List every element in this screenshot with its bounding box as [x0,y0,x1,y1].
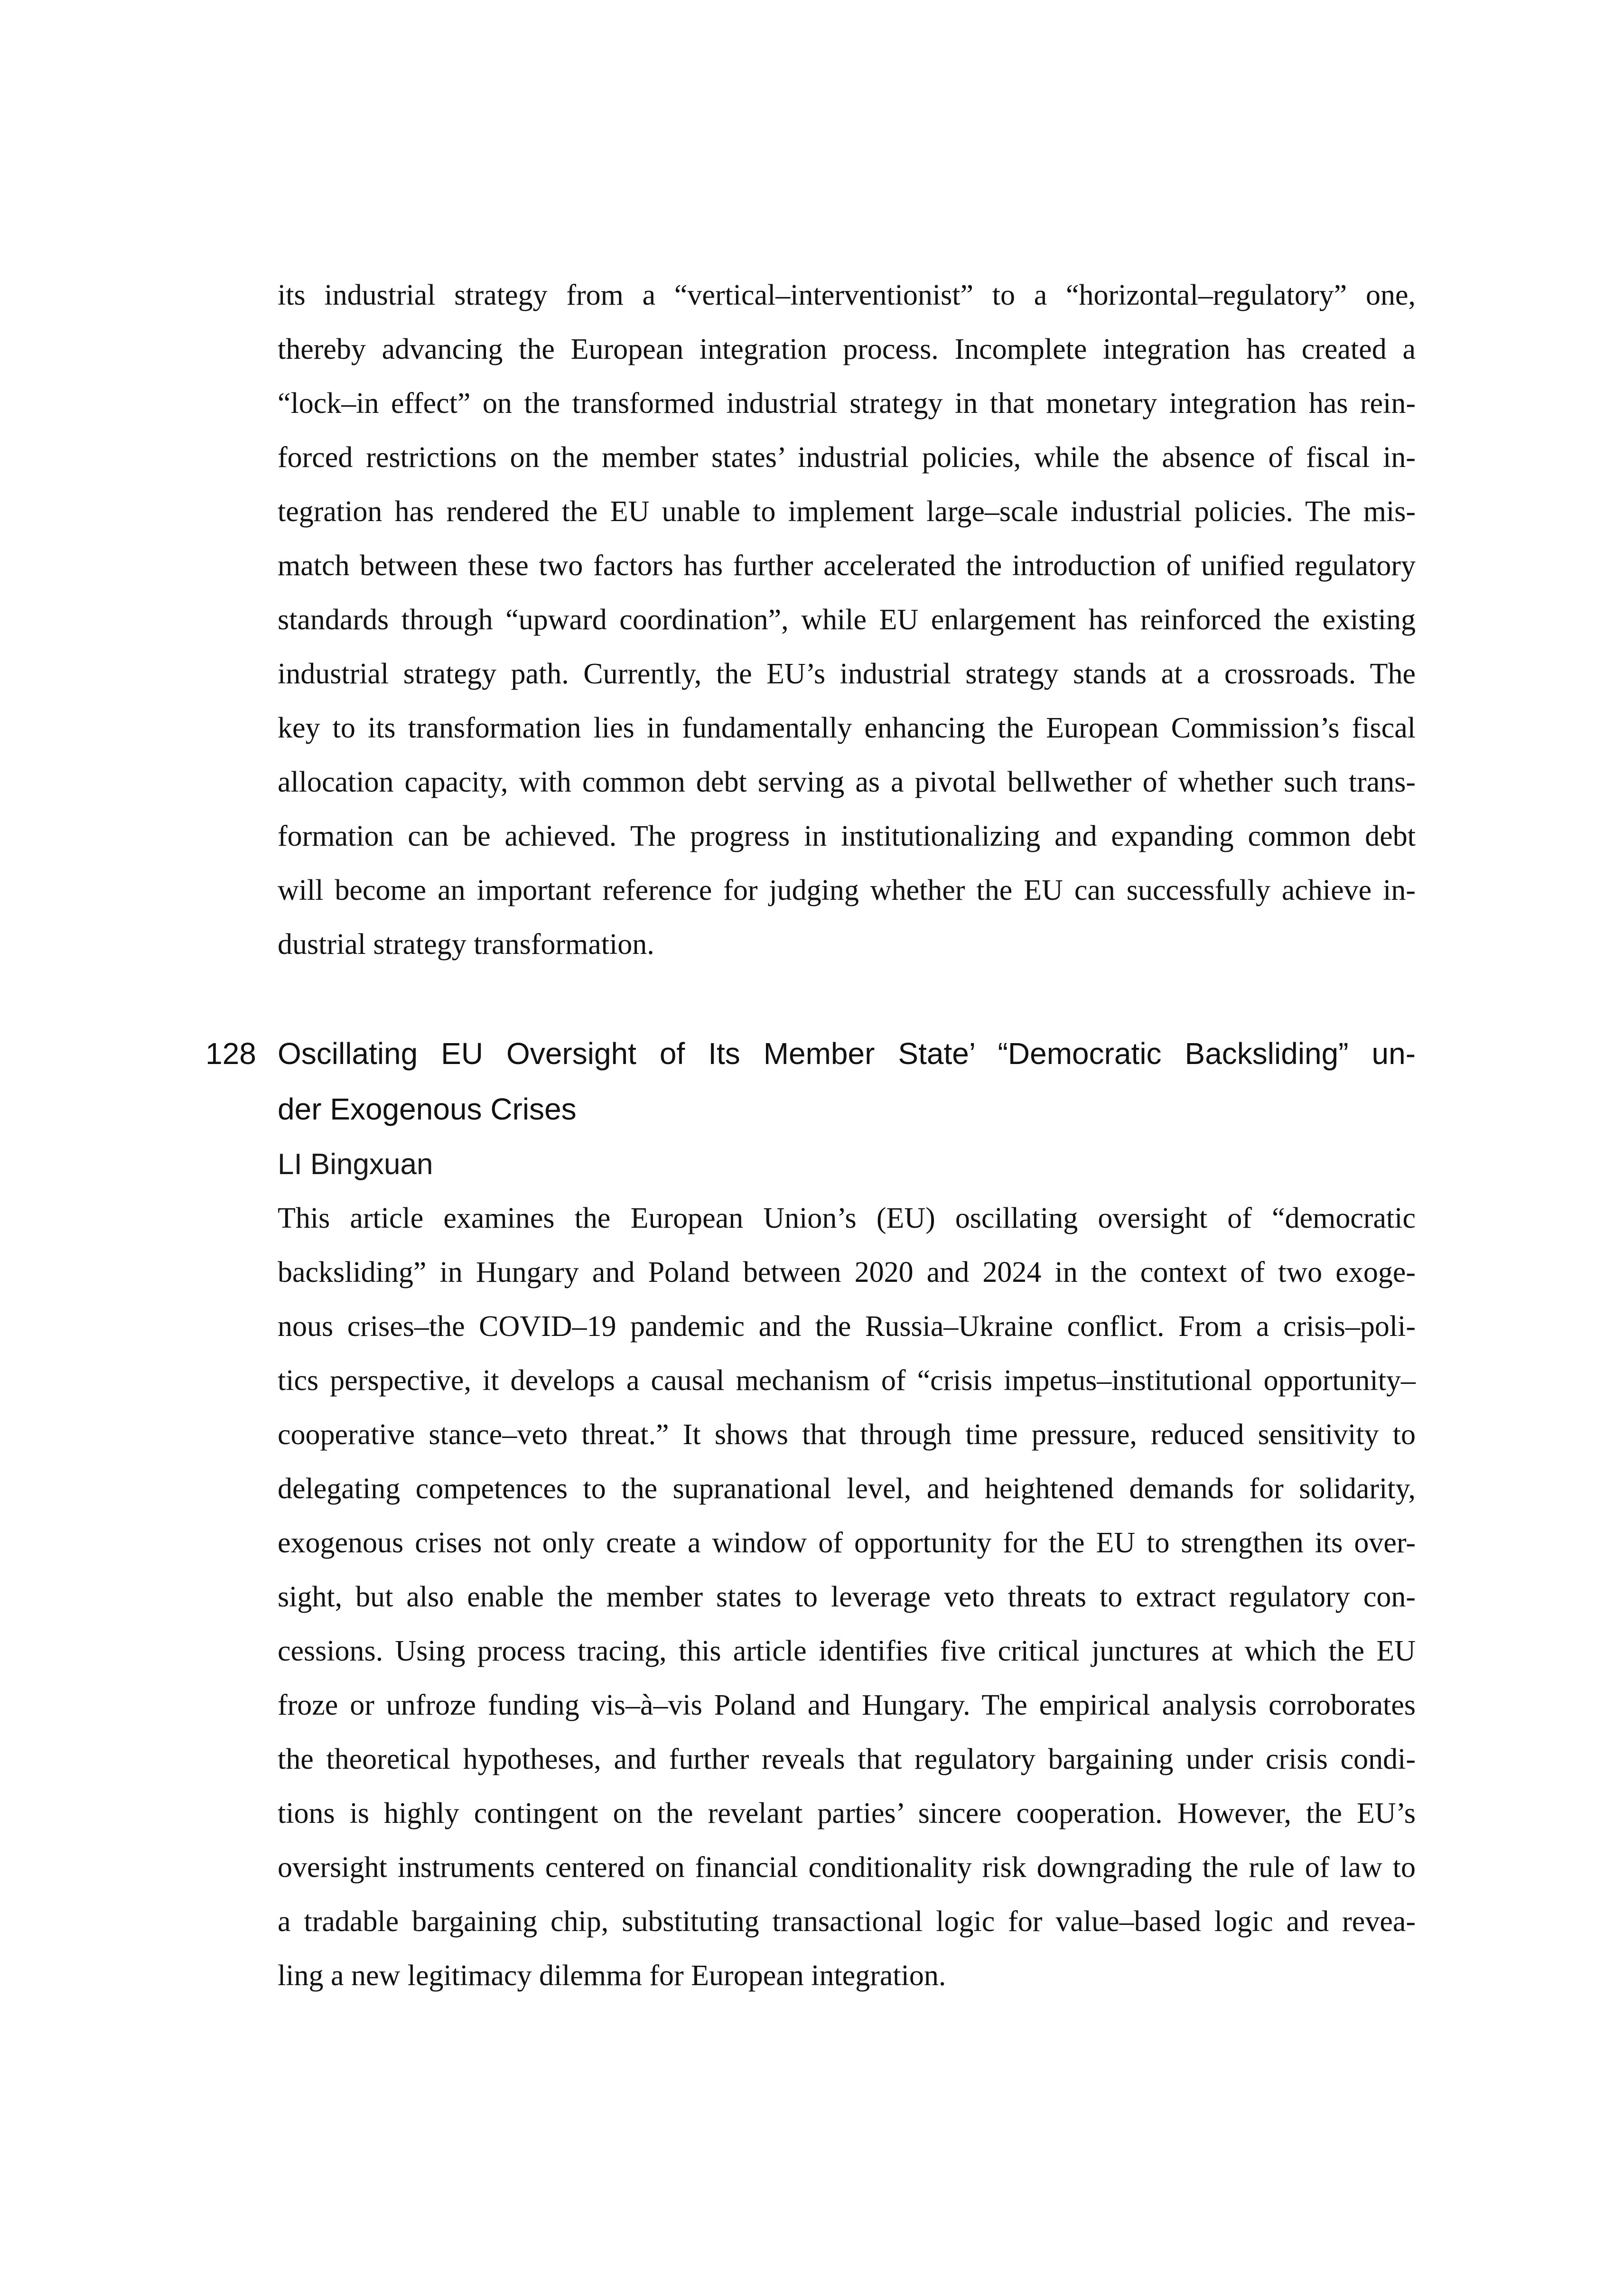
abstract-line: sight, but also enable the member states to leverage veto threats to extract regulatory con- [278,1581,1416,1613]
abstract-line: a tradable bargaining chip, substituting transactional logic for value–based logic and revea- [278,1905,1416,1938]
abstract-line: forced restrictions on the member states’ industrial policies, while the absence of fiscal in- [278,441,1416,474]
article-title-line: Oscillating EU Oversight of Its Member State’ “Democratic Backsliding” un- [278,1036,1416,1071]
abstract-line: backsliding” in Hungary and Poland between 2020 and 2024 in the context of two exoge- [278,1256,1416,1288]
abstract-line: nous crises–the COVID–19 pandemic and the Russia–Ukraine conflict. From a crisis–poli- [278,1310,1416,1343]
article-number: 128 [205,1036,256,1071]
abstract-line: tions is highly contingent on the revelant parties’ sincere cooperation. However, the EU’s [278,1797,1416,1829]
abstract-line: froze or unfroze funding vis–à–vis Poland and Hungary. The empirical analysis corroborates [278,1689,1416,1721]
abstract-line: cooperative stance–veto threat.” It shows that through time pressure, reduced sensitivity to [278,1419,1416,1451]
abstract-line: match between these two factors has further accelerated the introduction of unified regulatory [278,550,1416,582]
abstract-line: delegating competences to the supranational level, and heightened demands for solidarity, [278,1473,1416,1505]
abstract-line: This article examines the European Union’s (EU) oscillating oversight of “democratic [278,1202,1416,1234]
abstract-line: exogenous crises not only create a window of opportunity for the EU to strengthen its over- [278,1527,1416,1559]
abstract-line: formation can be achieved. The progress in institutionalizing and expanding common debt [278,820,1416,852]
abstract-line: thereby advancing the European integration process. Incomplete integration has created a [278,333,1416,365]
abstract-line: industrial strategy path. Currently, the EU’s industrial strategy stands at a crossroads. The [278,658,1416,690]
abstract-line: key to its transformation lies in fundamentally enhancing the European Commission’s fiscal [278,712,1416,744]
abstract-line: tics perspective, it develops a causal mechanism of “crisis impetus–institutional opportunity– [278,1364,1416,1397]
abstract-line: the theoretical hypotheses, and further reveals that regulatory bargaining under crisis condi- [278,1743,1416,1775]
abstract-line: “lock–in effect” on the transformed industrial strategy in that monetary integration has rein- [278,387,1416,420]
abstract-line: allocation capacity, with common debt serving as a pivotal bellwether of whether such trans- [278,766,1416,798]
abstract-line: oversight instruments centered on financial conditionality risk downgrading the rule of law to [278,1851,1416,1884]
article-title-line: der Exogenous Crises [278,1092,577,1126]
abstract-line: standards through “upward coordination”, while EU enlargement has reinforced the existing [278,604,1416,636]
abstract-line: ling a new legitimacy dilemma for European integration. [278,1960,946,1992]
abstract-line: will become an important reference for judging whether the EU can successfully achieve in- [278,874,1416,906]
abstract-line: tegration has rendered the EU unable to implement large–scale industrial policies. The mis- [278,495,1416,528]
abstract-line: its industrial strategy from a “vertical–interventionist” to a “horizontal–regulatory” one, [278,279,1416,311]
abstract-line: cessions. Using process tracing, this article identifies five critical junctures at which the EU [278,1635,1416,1667]
article-author: LI Bingxuan [278,1148,433,1181]
abstract-line: dustrial strategy transformation. [278,928,654,961]
